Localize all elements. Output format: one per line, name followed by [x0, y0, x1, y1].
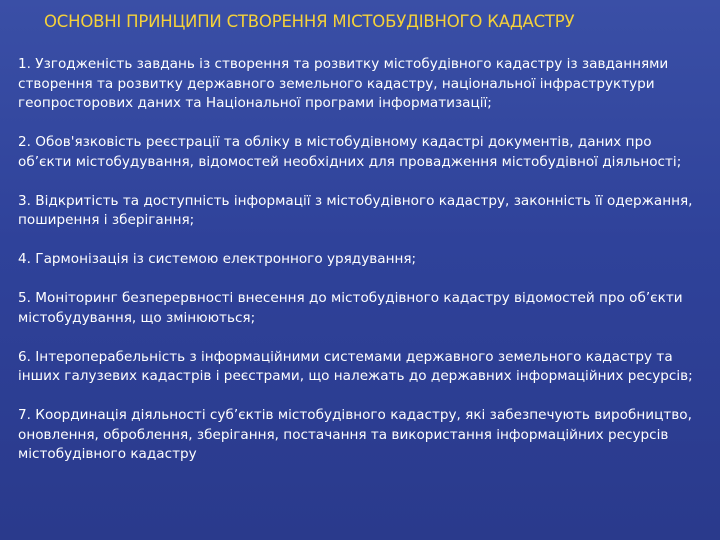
- principle-item-4: 4. Гармонізація із системою електронного урядування;: [18, 251, 417, 267]
- principle-item-5: 5. Моніторинг безперервності внесення до містобудівного кадастру відомостей про об’єкти містобудування, що змінюються;: [18, 290, 683, 326]
- principle-item-2: 2. Обов'язковість реєстрації та обліку в містобудівному кадастрі документів, даних про об’єкти містобудування, відомостей необхідних для провадження містобудівної діяльності;: [18, 134, 682, 170]
- principle-item-7: 7. Координація діяльності суб’єктів містобудівного кадастру, які забезпечують виробництво, оновлення, оброблення, зберігання, постачання та використання інформаційних ресурсів містобудівного кадастру: [18, 407, 692, 462]
- principle-item-3: 3. Відкритість та доступність інформації з містобудівного кадастру, законність її одержання, поширення і зберігання;: [18, 192, 693, 228]
- principle-item-1: 1. Узгодженість завдань із створення та розвитку містобудівного кадастру із завданнями створення та розвитку державного земельного кадастру, національної інфраструктури геопросторових даних та Національної програми інформатизації;: [18, 56, 669, 111]
- slide-title: ОСНОВНІ ПРИНЦИПИ СТВОРЕННЯ МІСТОБУДІВНОГО КАДАСТРУ: [44, 12, 575, 31]
- principles-list: [18, 55, 702, 465]
- principle-item-6: 6. Інтероперабельність з інформаційними системами державного земельного кадастру та інших галузевих кадастрів і реєстрами, що належать до державних інформаційних ресурсів;: [18, 348, 693, 384]
